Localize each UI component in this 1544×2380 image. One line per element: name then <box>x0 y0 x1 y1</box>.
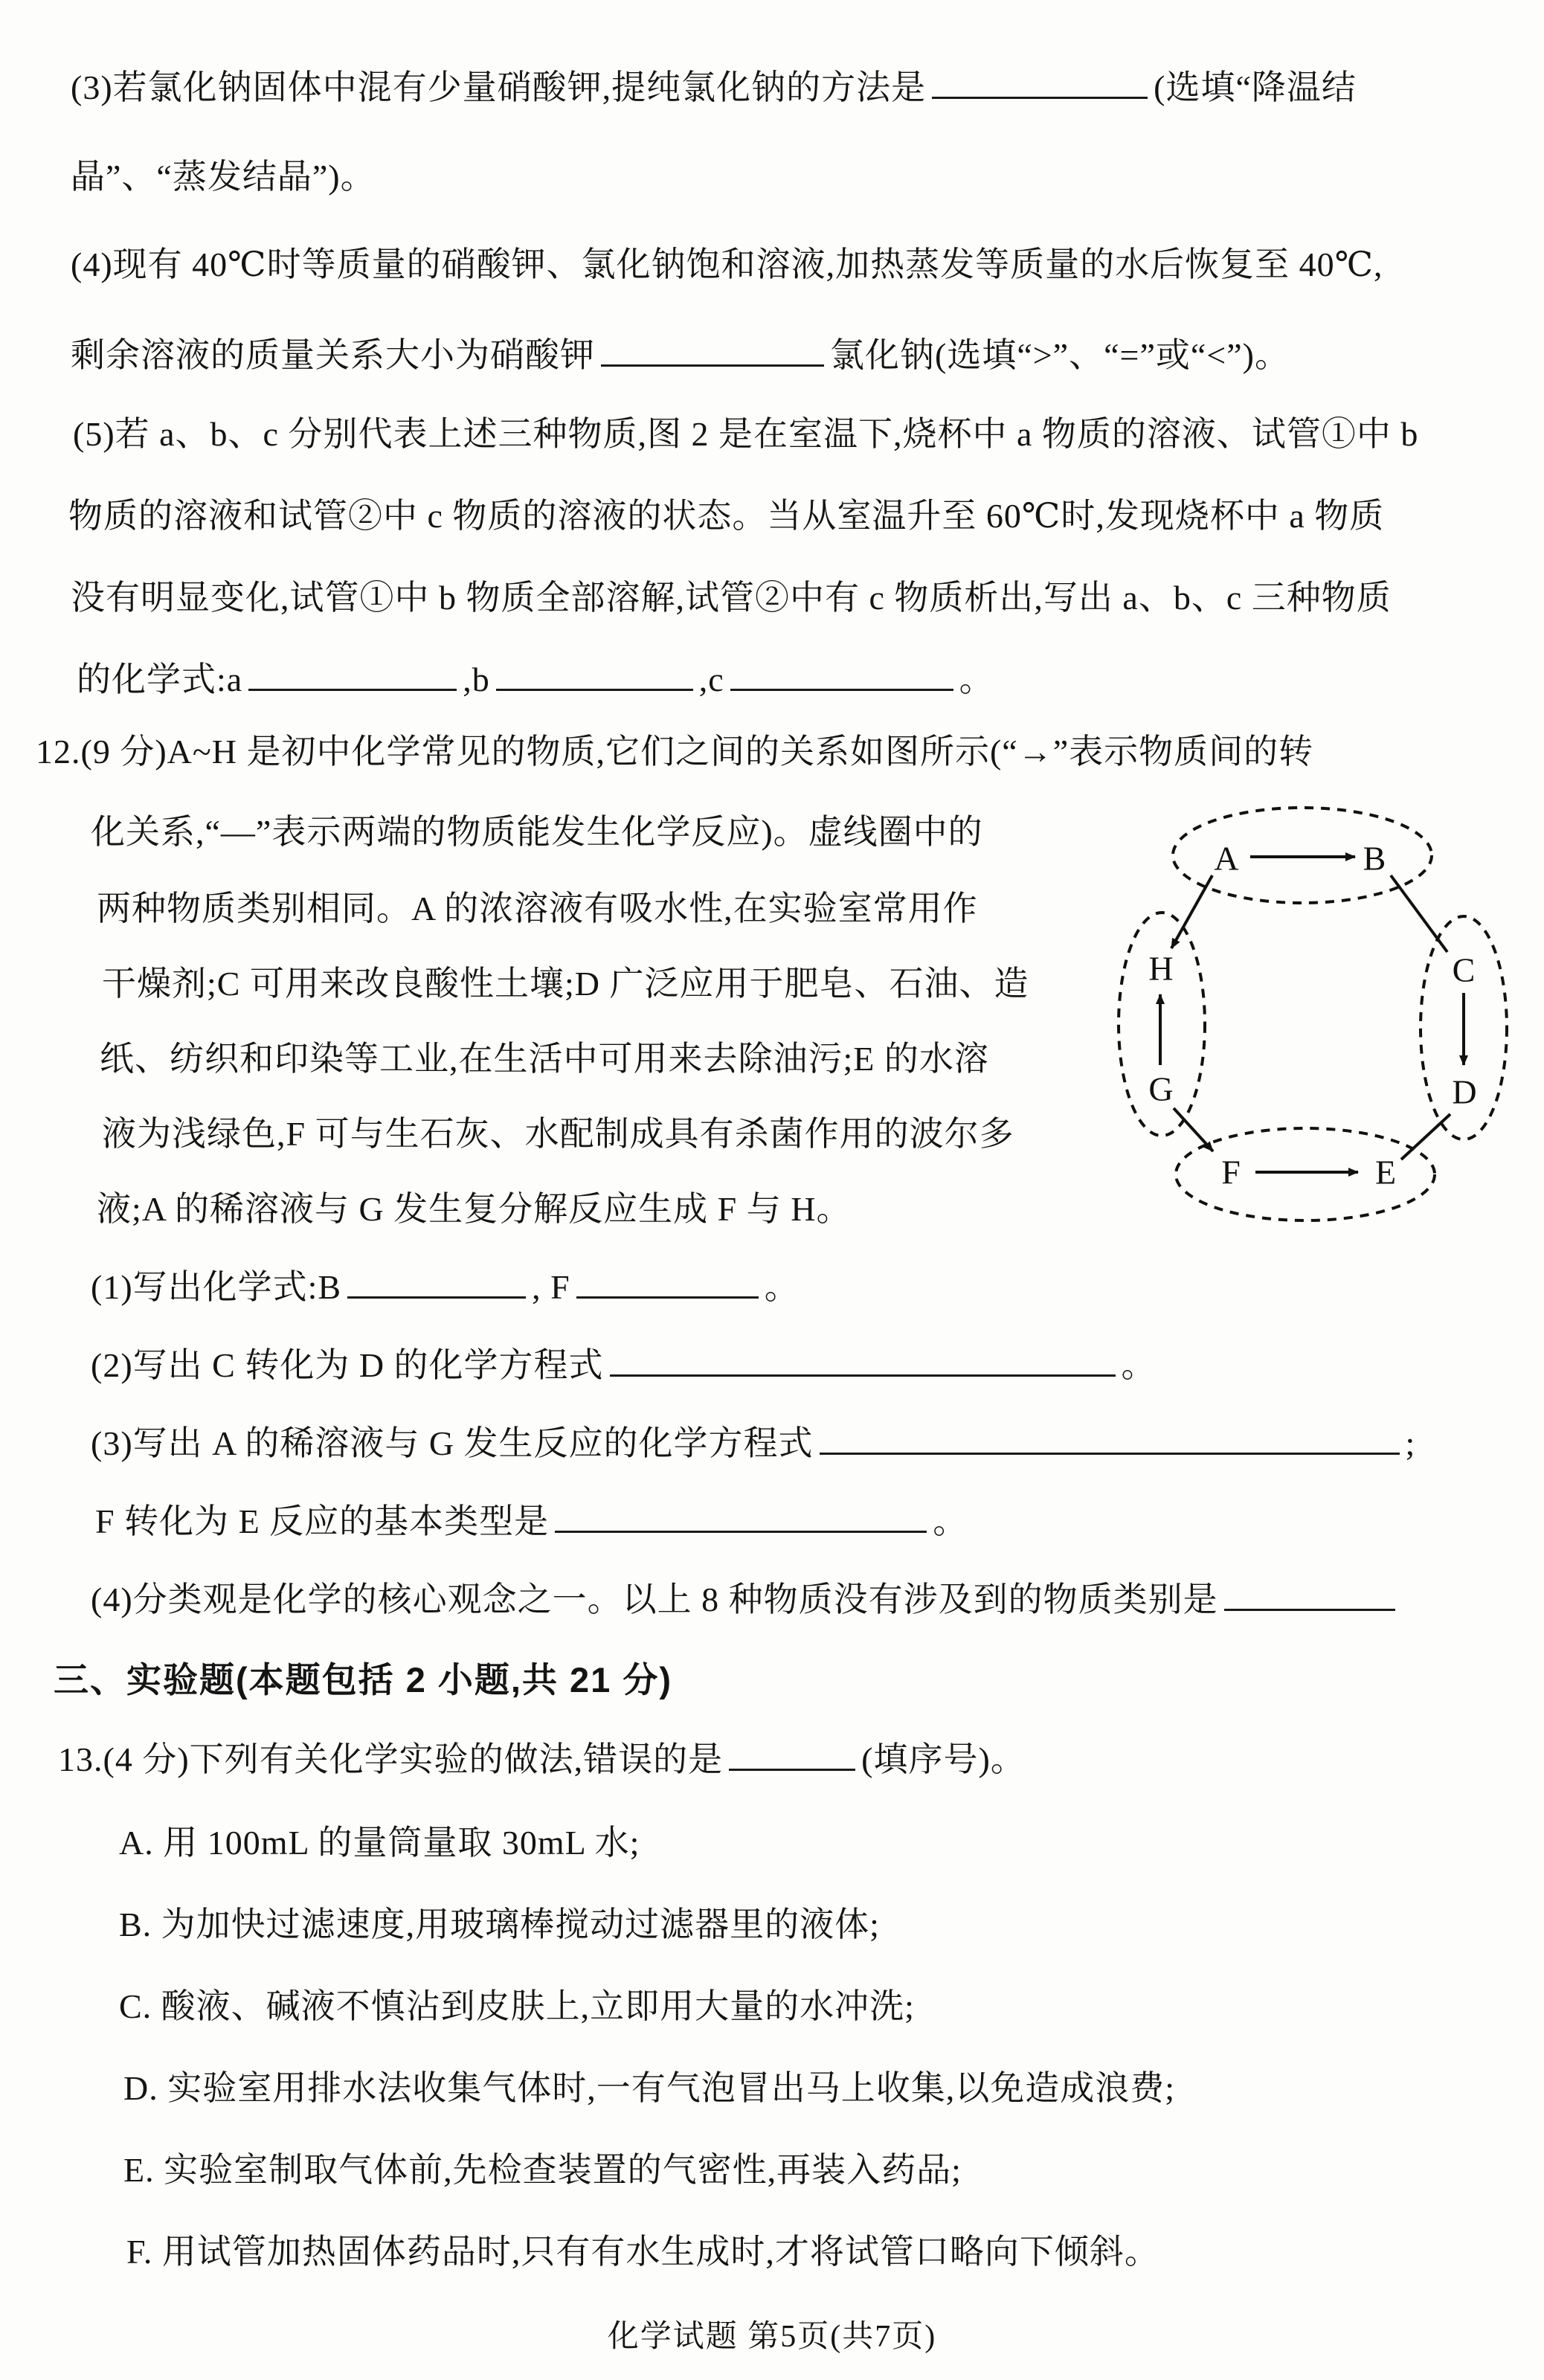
q11-part5-text1: (5)若 a、b、c 分别代表上述三种物质,图 2 是在室温下,烧杯中 a 物质的溶液、试管①中 b <box>73 415 1419 453</box>
q12-sub3 <box>91 1424 1415 1464</box>
q12-sub1-text2: , F <box>532 1268 570 1306</box>
q12-sub1 <box>91 1268 800 1308</box>
q12-sub2-text2: 。 <box>1121 1346 1157 1384</box>
q13-option-c <box>119 1987 915 2027</box>
q11-part4-text2: 剩余溶液的质量关系大小为硝酸钾 <box>71 336 595 374</box>
node-g: G <box>1148 1070 1174 1108</box>
q11-part3-text1: (3)若氯化钠固体中混有少量硝酸钾,提纯氯化钠的方法是 <box>71 68 927 106</box>
q13-stem-blank <box>729 1761 855 1771</box>
q13-option-b <box>119 1905 880 1945</box>
q12-text5: 纸、纺织和印染等工业,在生活中可用来去除油污;E 的水溶 <box>100 1040 989 1078</box>
node-b: B <box>1363 839 1386 878</box>
q11-part3-text2: (选填“降温结 <box>1154 68 1357 106</box>
node-d: D <box>1452 1072 1477 1111</box>
node-c: C <box>1452 951 1476 989</box>
q11-part5-text6: ,c <box>698 660 724 698</box>
substance-relationship-diagram <box>1099 805 1538 1236</box>
q12-sub1-text1: (1)写出化学式:B <box>91 1268 342 1306</box>
page-footer-text: 化学试题 第5页(共7页) <box>607 2320 937 2354</box>
q13-stem <box>58 1740 1026 1780</box>
q11-part5-line1 <box>73 415 1418 454</box>
q12-text7: 液;A 的稀溶液与 G 发生复分解反应生成 F 与 H。 <box>97 1190 852 1228</box>
q11-part5-text2: 物质的溶液和试管②中 c 物质的溶液的状态。当从室温升至 60℃时,发现烧杯中 a 物质 <box>68 497 1385 535</box>
q12-sub3b-text2: 。 <box>933 1502 968 1540</box>
q11-part4-text3: 氯化钠(选填“>”、“=”或“<”)。 <box>830 336 1290 374</box>
q11-part5-line4 <box>77 660 994 700</box>
q12-line3 <box>97 890 978 929</box>
q12-line5 <box>100 1040 989 1079</box>
q11-part3-blank <box>932 89 1148 99</box>
q11-part4-blank <box>601 357 824 367</box>
section3-title-text: 三、实验题(本题包括 2 小题,共 21 分) <box>54 1660 673 1699</box>
q12-line4 <box>102 965 1029 1004</box>
q11-part3-text3: 晶”、“蒸发结晶”)。 <box>71 158 376 196</box>
reaction-line-d-e <box>1401 1114 1450 1160</box>
q12-line1 <box>36 733 1313 772</box>
q11-part3-line2 <box>71 158 376 197</box>
q12-sub2-text1: (2)写出 C 转化为 D 的化学方程式 <box>91 1346 604 1384</box>
node-h: H <box>1148 949 1174 988</box>
q12-text3: 两种物质类别相同。A 的浓溶液有吸水性,在实验室常用作 <box>97 890 978 927</box>
q11-part4-text1: (4)现有 40℃时等质量的硝酸钾、氯化钠饱和溶液,加热蒸发等质量的水后恢复至 40℃, <box>71 245 1383 283</box>
section3-title <box>54 1660 672 1700</box>
q12-line2 <box>91 813 983 852</box>
q12-sub2-blank <box>610 1367 1116 1377</box>
q13-option-d <box>123 2069 1175 2109</box>
q12-line6 <box>102 1115 1014 1154</box>
arrow-a-to-h <box>1171 875 1212 948</box>
q13-option-e <box>123 2151 962 2190</box>
q13-option-b-text: B. 为加快过滤速度,用玻璃棒搅动过滤器里的液体; <box>119 1905 880 1943</box>
node-e: E <box>1374 1153 1397 1191</box>
q13-option-f <box>126 2233 1159 2272</box>
q13-option-f-text: F. 用试管加热固体药品时,只有有水生成时,才将试管口略向下倾斜。 <box>126 2233 1159 2271</box>
q11-part3-line1 <box>71 68 1357 108</box>
q12-sub3b-blank <box>555 1523 927 1533</box>
q12-sub1-blank-f <box>576 1289 759 1299</box>
node-a: A <box>1214 839 1239 878</box>
q11-part5-blank-a <box>248 681 457 691</box>
q11-part5-text5: ,b <box>463 660 490 698</box>
q13-option-a <box>119 1824 640 1863</box>
q11-part4-line2 <box>71 336 1290 376</box>
arrow-g-to-f <box>1174 1108 1213 1151</box>
q13-option-e-text: E. 实验室制取气体前,先检查装置的气密性,再装入药品; <box>123 2151 962 2189</box>
q11-part5-line2 <box>68 497 1384 536</box>
q13-option-a-text: A. 用 100mL 的量筒量取 30mL 水; <box>119 1824 640 1862</box>
q12-sub3-text2: ; <box>1405 1424 1416 1462</box>
q11-part4-line1 <box>71 245 1383 285</box>
q11-part5-line3 <box>71 579 1392 618</box>
q12-sub3-text1: (3)写出 A 的稀溶液与 G 发生反应的化学方程式 <box>91 1424 814 1462</box>
q11-part5-blank-c <box>730 681 953 691</box>
q12-sub3-blank <box>820 1445 1400 1455</box>
q12-text2: 化关系,“—”表示两端的物质能发生化学反应)。虚线圈中的 <box>91 813 983 851</box>
q13-stem-text2: (填序号)。 <box>861 1740 1026 1778</box>
reaction-line-b-c <box>1391 875 1447 952</box>
q12-sub2 <box>91 1346 1157 1386</box>
q12-text1: 12.(9 分)A~H 是初中化学常见的物质,它们之间的关系如图所示(“→”表示物质间的转 <box>36 733 1314 771</box>
q11-part5-blank-b <box>496 681 693 691</box>
q12-sub3b-text1: F 转化为 E 反应的基本类型是 <box>95 1502 550 1540</box>
q11-part5-text4: 的化学式:a <box>77 660 243 698</box>
page-footer <box>0 2312 1544 2356</box>
q12-text6: 液为浅绿色,F 可与生石灰、水配制成具有杀菌作用的波尔多 <box>102 1115 1014 1153</box>
q12-sub4-blank <box>1224 1601 1395 1611</box>
q12-sub1-text3: 。 <box>764 1268 800 1306</box>
q13-option-d-text: D. 实验室用排水法收集气体时,一有气泡冒出马上收集,以免造成浪费; <box>123 2069 1175 2107</box>
q13-option-c-text: C. 酸液、碱液不慎沾到皮肤上,立即用大量的水冲洗; <box>119 1987 915 2025</box>
q12-sub3b <box>95 1502 968 1542</box>
node-f: F <box>1221 1153 1241 1191</box>
q11-part5-text7: 。 <box>959 660 994 698</box>
q12-sub4 <box>91 1580 1401 1620</box>
q12-sub1-blank-b <box>347 1289 526 1299</box>
q11-part5-text3: 没有明显变化,试管①中 b 物质全部溶解,试管②中有 c 物质析出,写出 a、b、c 三种物质 <box>71 579 1392 617</box>
q13-stem-text1: 13.(4 分)下列有关化学实验的做法,错误的是 <box>58 1740 724 1778</box>
q12-sub4-text: (4)分类观是化学的核心观念之一。以上 8 种物质没有涉及到的物质类别是 <box>91 1580 1218 1618</box>
q12-text4: 干燥剂;C 可用来改良酸性土壤;D 广泛应用于肥皂、石油、造 <box>102 965 1029 1003</box>
q12-line7 <box>97 1190 851 1229</box>
